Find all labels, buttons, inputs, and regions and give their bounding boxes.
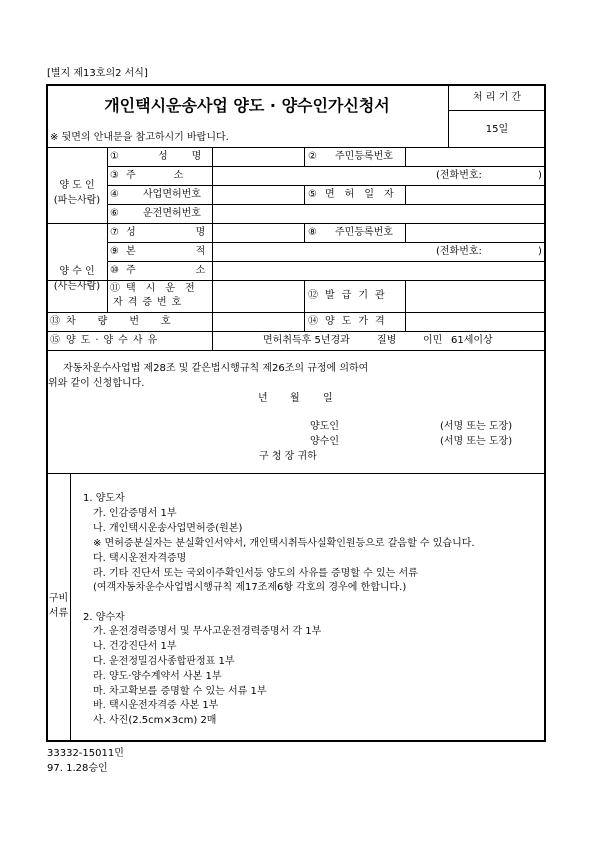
transferor-phone-label: (전화번호: <box>436 170 482 181</box>
business-license-label: 사업면허번호 <box>143 189 201 200</box>
name-label <box>158 151 226 163</box>
reason-option-illness[interactable]: 질병 <box>377 335 397 346</box>
document-line: 마. 차고확보를 증명할 수 있는 서류 1부 <box>93 686 267 697</box>
document-line: 1. 양도자 <box>83 493 125 504</box>
transferee-group-sublabel: (사는사람) <box>53 281 101 292</box>
field-number: ⑦ <box>110 227 119 238</box>
transfer-price-label: 양도가격 <box>325 316 392 327</box>
transferor-phone-close: ) <box>538 170 542 181</box>
row-line <box>47 331 545 332</box>
taxi-license-field[interactable] <box>213 281 304 312</box>
col-line <box>304 280 305 332</box>
transferee-resident-number-field[interactable] <box>406 224 544 242</box>
col-line <box>304 223 305 243</box>
field-number: ③ <box>110 170 119 181</box>
field-number: ⑪ <box>110 283 120 294</box>
document-line: 가. 운전경력증명서 및 무사고운전경력증명서 각 1부 <box>93 626 322 637</box>
document-line: 라. 기타 진단서 또는 국외이주확인서등 양도의 사유를 증명할 수 있는 서류 <box>93 568 418 579</box>
domicile-field[interactable] <box>213 243 433 261</box>
frame-top <box>46 84 546 86</box>
col-line <box>107 147 108 312</box>
field-number: ⑬ <box>50 316 60 327</box>
document-line: 라. 양도·양수계약서 사본 1부 <box>93 671 222 682</box>
transferee-group-label: 양 수 인 <box>59 266 95 277</box>
vehicle-number-label: 차량번호 <box>66 316 193 327</box>
document-line: 나. 건강진단서 1부 <box>93 641 177 652</box>
day-label: 일 <box>323 393 333 404</box>
frame-bottom <box>46 740 546 742</box>
document-line: ※ 면허증분실자는 분실확인서약서, 개인택시취득사실확인원등으로 갈음할 수 있습니다. <box>93 538 475 549</box>
transferor-group-sublabel: (파는사람) <box>53 195 101 206</box>
footer-code: 33332-15011민 <box>47 748 124 759</box>
row-line <box>47 473 545 474</box>
license-date-label: 면허일자 <box>325 189 404 200</box>
field-number: ⑧ <box>308 227 317 238</box>
field-number: ④ <box>110 189 119 200</box>
processing-header-line <box>448 110 545 111</box>
transfer-price-field[interactable] <box>406 313 544 331</box>
transferor-resident-number-field[interactable] <box>406 148 544 166</box>
col-line <box>70 473 71 741</box>
form-title: 개인택시운송사업 양도 · 양수인가신청서 <box>104 96 390 115</box>
transferee-resident-number-label: 주민등록번호 <box>335 227 393 238</box>
transferor-name-field[interactable] <box>213 148 304 166</box>
transferee-name-label: 성명 <box>126 227 266 238</box>
transferor-sign-label: 양도인 <box>310 421 339 432</box>
document-line: 나. 개인택시운송사업면허증(원본) <box>93 523 243 534</box>
col-line <box>304 185 305 205</box>
guide-note: ※ 뒷면의 안내문을 참고하시기 바랍니다. <box>50 132 229 143</box>
field-number: ⑮ <box>50 335 60 346</box>
field-number: ⑨ <box>110 246 119 257</box>
processing-period-header: 처 리 기 간 <box>472 92 522 103</box>
form-id: [별지 제13호의2 서식] <box>47 68 148 79</box>
field-number: ⑤ <box>308 189 317 200</box>
document-line: (여객자동차운수사업법시행규칙 제17조제6항 각호의 경우에 한합니다.) <box>93 582 407 593</box>
year-label: 년 <box>258 393 268 404</box>
documents-side-label-1: 구비 <box>48 593 69 604</box>
transferee-sign-note[interactable]: (서명 또는 도장) <box>440 436 513 447</box>
addressee: 구 청 장 귀하 <box>259 451 317 462</box>
domicile-label: 본적 <box>126 246 266 257</box>
business-license-field[interactable] <box>213 186 304 204</box>
transferor-sign-note[interactable]: (서명 또는 도장) <box>440 421 513 432</box>
document-line: 다. 운전정밀검사종합판정표 1부 <box>93 656 235 667</box>
document-line: 2. 양수자 <box>83 612 125 623</box>
statement-line-1: 자동차운수사업법 제28조 및 같은법시행규칙 제26조의 규정에 의하여 <box>63 363 369 374</box>
vehicle-number-field[interactable] <box>213 313 304 331</box>
transferee-phone-label: (전화번호: <box>436 246 482 257</box>
reason-option-5years[interactable]: 면허취득후 5년경과 <box>263 335 350 346</box>
issuing-agency-label: 발급기관 <box>325 290 392 301</box>
transferor-group-label: 양 도 인 <box>59 180 95 191</box>
statement-line-2: 위와 같이 신청합니다. <box>48 378 145 389</box>
transferee-phone-close: ) <box>538 246 542 257</box>
documents-side-label-2: 서류 <box>48 608 69 619</box>
resident-number-label: 주민등록번호 <box>335 151 393 162</box>
frame-right <box>544 84 546 741</box>
footer-approval: 97. 1.28승인 <box>47 763 108 774</box>
taxi-license-label-1: 택시운전 <box>126 283 205 294</box>
document-line: 다. 택시운전자격증명 <box>93 553 187 564</box>
field-number: ⑩ <box>110 265 119 276</box>
col-line <box>304 147 305 167</box>
license-date-field[interactable] <box>406 186 544 204</box>
field-number: ⑭ <box>308 316 318 327</box>
name-label-text: 성명 <box>158 151 226 162</box>
document-line: 바. 택시운전자격증 사본 1부 <box>93 700 219 711</box>
taxi-license-label-2: 자격증번호 <box>113 297 187 308</box>
transferee-address-label: 주소 <box>126 265 266 276</box>
row-line <box>47 350 545 351</box>
reason-option-age[interactable]: 61세이상 <box>451 335 493 346</box>
processing-period-value: 15일 <box>485 124 509 135</box>
transferee-sign-label: 양수인 <box>310 436 339 447</box>
reason-label: 양도·양수사유 <box>66 335 163 346</box>
driver-license-field[interactable] <box>213 205 543 223</box>
field-number: ⑥ <box>110 208 119 219</box>
reason-option-emigration[interactable]: 이민 <box>423 335 443 346</box>
transferee-address-field[interactable] <box>213 262 543 280</box>
transferee-name-field[interactable] <box>213 224 304 242</box>
field-number: ① <box>110 151 119 162</box>
driver-license-label: 운전면허번호 <box>143 208 201 219</box>
address-label: 주소 <box>126 170 222 181</box>
document-line: 사. 사진(2.5cm×3cm) 2매 <box>93 715 217 726</box>
transferor-address-field[interactable] <box>213 167 433 185</box>
issuing-agency-field[interactable] <box>406 281 544 312</box>
document-line: 가. 인감증명서 1부 <box>93 508 177 519</box>
field-number: ⑫ <box>308 290 318 301</box>
field-number: ② <box>308 151 317 162</box>
month-label: 월 <box>290 393 300 404</box>
